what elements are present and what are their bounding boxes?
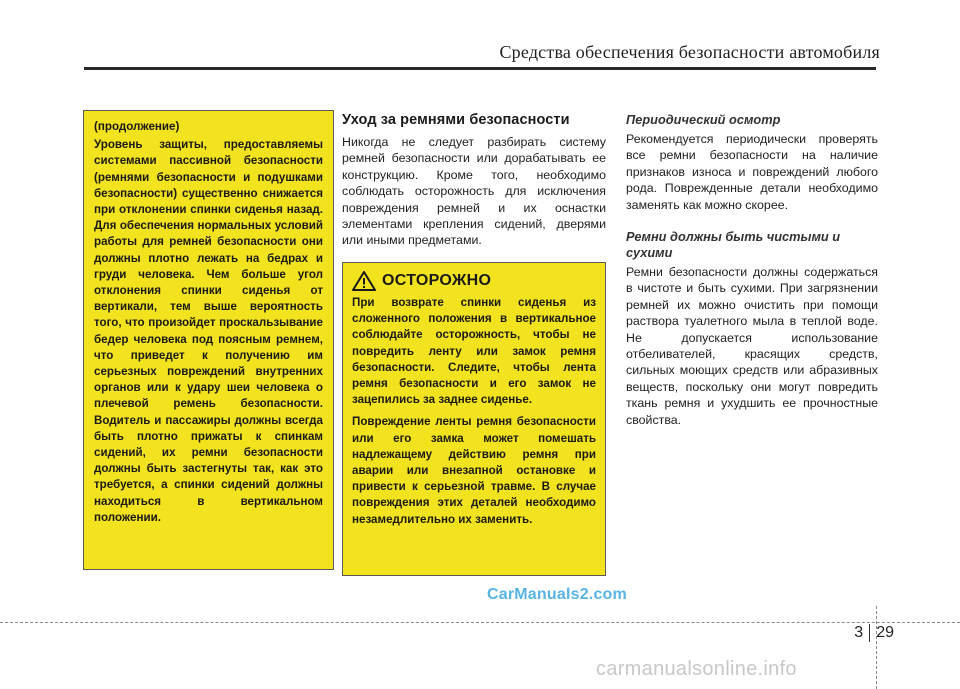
section-body: Никогда не следует разбирать систему ремней безопасности или дорабатывать ее конструкцию. Кроме того, необходимо соблюдать осторожность для исключения повреждения ремней и их оснастки элементами крепления сидений, дверями или иными предметами. (342, 135, 606, 248)
keep-clean-body: Ремни безопасности должны содержаться в чистоте и быть сухими. При загрязнении ремней их можно очистить при помощи раствора туалетного мыла в теплой воде. Не допускается использование отбеливателей, красящих средств, сильных моющих средств или абразивных веществ, поскольку они могут повредить ткань ремня и ухудшить ее прочностные свойства. (626, 265, 878, 427)
continuation-box (83, 110, 334, 570)
subheading-periodic-inspection: Периодический осмотр (626, 112, 781, 127)
continuation-text: Уровень защиты, предоставляемы системами пассивной безопасности (ремнями безопасности и подушками безопасности) существенно снижается при отклонении спинки сиденья назад. Для обеспечения нормальных условий работы для ремней безопасности они должны плотно лежать на бедрах и груди человека. Чем больше угол отклонения спинки сиденья от вертикали, тем выше вероятность того, что произойдет проскальзывание бедер человека под поясным ремнем, что приведет к получению им серьезных повреждений внутренних органов или к удару шеи человека о плечевой ремень безопасности. Водитель и пассажиры должны всегда быть плотно прижаты к спинкам сидений, их ремни безопасности должны быть застегнуты так, как это требуется, а спинки сидений должны находиться в вертикальном положении. (94, 138, 323, 524)
footer-watermark: carmanualsonline.info (596, 658, 797, 680)
warning-header (352, 271, 596, 291)
chapter-number: 3 (854, 624, 864, 641)
section-heading: Уход за ремнями безопасности (342, 112, 570, 128)
footer-dashed-rule (0, 622, 960, 623)
seatbelt-care-section (342, 112, 606, 249)
page-section-title: Средства обеспечения безопасности автомобиля (499, 42, 880, 62)
footer-vertical-tick (876, 606, 877, 689)
warning-box (342, 262, 606, 576)
warning-paragraph: Повреждение ленты ремня безопасности или его замка может помешать надлежащему действию ремня при аварии или внезапной остановке и привести к серьезной травме. В случае повреждения этих деталей необходимо незамедлительно их заменить. (352, 415, 596, 526)
warning-paragraph: При возврате спинки сиденья из сложенного положения в вертикальное соблюдайте осторожность, чтобы не повредить ленту или замок ремня безопасности. Следите, чтобы лента ремня безопасности и его замок не зацепились за заднее сиденье. (352, 296, 596, 407)
page-number (854, 624, 894, 642)
header-rule (84, 67, 876, 70)
subheading-keep-clean: Ремни должны быть чистыми и сухими (626, 229, 841, 261)
warning-title: ОСТОРОЖНО (382, 271, 492, 289)
site-watermark: CarManuals2.com (487, 586, 627, 603)
continuation-label: (продолжение) (94, 120, 180, 133)
page-number-value: 29 (876, 624, 894, 641)
page-number-separator (869, 624, 870, 642)
maintenance-column (626, 112, 878, 428)
periodic-inspection-body: Рекомендуется периодически проверять все ремни безопасности на наличие признаков износа и повреждений любого рода. Поврежденные детали необходимо заменять как можно скорее. (626, 132, 878, 212)
warning-triangle-icon (352, 271, 376, 291)
